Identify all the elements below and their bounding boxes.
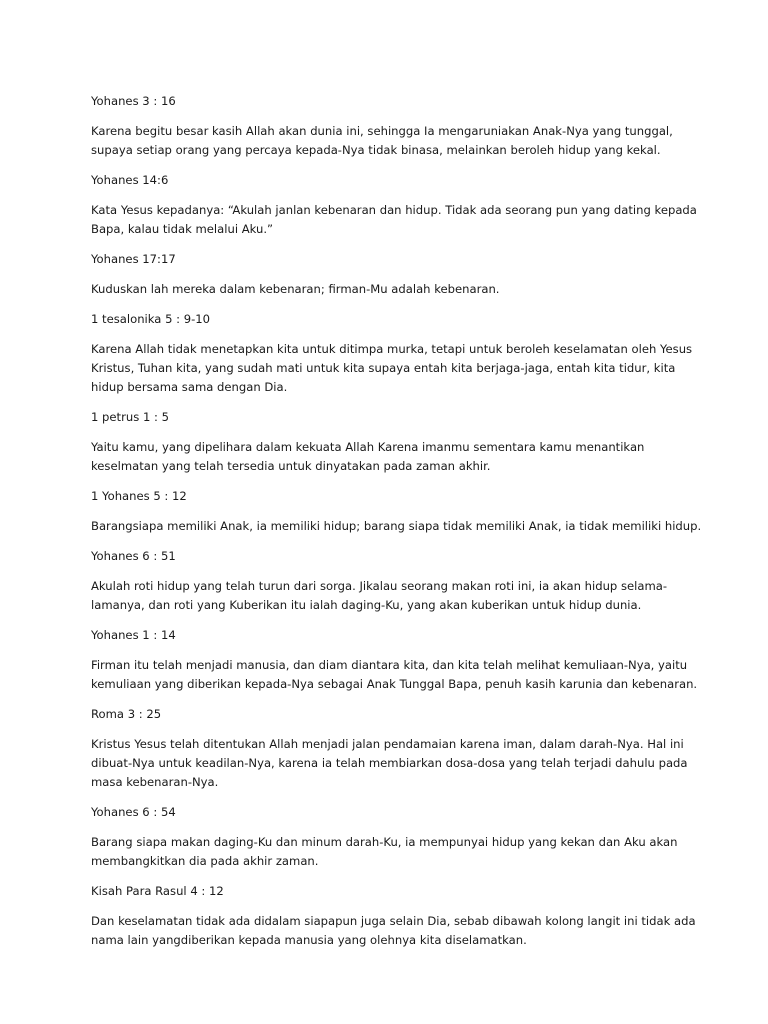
verse-line: keselmatan yang telah tersedia untuk dinyatakan pada zaman akhir. [91, 459, 491, 473]
verse-reference: Yohanes 6 : 51 [91, 549, 176, 563]
verse-text [91, 201, 697, 239]
verse-reference: Yohanes 6 : 54 [91, 805, 176, 819]
verse-line: dibuat-Nya untuk keadilan-Nya, karena ia telah membiarkan dosa-dosa yang telah terjadi dahulu pada [91, 756, 688, 770]
verse-reference: Kisah Para Rasul 4 : 12 [91, 884, 224, 898]
verse-line: kemuliaan yang diberikan kepada-Nya sebagai Anak Tunggal Bapa, penuh kasih karunia dan kebenaran. [91, 677, 698, 691]
verse-reference: Yohanes 1 : 14 [91, 628, 176, 642]
verse-text [91, 735, 691, 792]
verse-reference: 1 Yohanes 5 : 12 [91, 489, 187, 503]
verse-reference: Yohanes 17:17 [91, 252, 176, 266]
verse-line: membangkitkan dia pada akhir zaman. [91, 854, 319, 868]
verse-line: Dan keselamatan tidak ada didalam siapapun juga selain Dia, sebab dibawah kolong langit ini tidak ada [91, 914, 696, 928]
verse-line: Kata Yesus kepadanya: “Akulah janlan kebenaran dan hidup. Tidak ada seorang pun yang dating kepada [91, 203, 697, 217]
verse-reference: 1 tesalonika 5 : 9-10 [91, 312, 211, 326]
verse-line: Yaitu kamu, yang dipelihara dalam kekuata Allah Karena imanmu sementara kamu menantikan [91, 440, 645, 454]
verse-line: Kuduskan lah mereka dalam kebenaran; firman-Mu adalah kebenaran. [91, 282, 500, 296]
document-body [91, 92, 702, 961]
verse-reference: Yohanes 3 : 16 [91, 94, 176, 108]
verse-text [91, 912, 696, 950]
verse-line: Barang siapa makan daging-Ku dan minum darah-Ku, ia mempunyai hidup yang kekan dan Aku akan [91, 835, 678, 849]
verse-line: Karena Allah tidak menetapkan kita untuk ditimpa murka, tetapi untuk beroleh keselamatan oleh Yesus [91, 342, 693, 356]
verse-text [91, 438, 691, 476]
verse-text [91, 656, 698, 694]
verse-text [91, 517, 702, 536]
verse-line: Kristus, Tuhan kita, yang sudah mati untuk kita supaya entah kita berjaga-jaga, entah kita tidur, kita [91, 361, 676, 375]
verse-line: nama lain yangdiberikan kepada manusia yang olehnya kita diselamatkan. [91, 933, 527, 947]
verse-line: Karena begitu besar kasih Allah akan dunia ini, sehingga Ia mengaruniakan Anak-Nya yang tunggal, [91, 124, 673, 138]
verse-line: Firman itu telah menjadi manusia, dan diam diantara kita, dan kita telah melihat kemuliaan-Nya, yaitu [91, 658, 688, 672]
verse-reference: Yohanes 14:6 [91, 173, 169, 187]
verse-reference: 1 petrus 1 : 5 [91, 410, 169, 424]
verse-reference: Roma 3 : 25 [91, 707, 162, 721]
verse-text [91, 280, 691, 299]
verse-text [91, 577, 691, 615]
verse-line: lamanya, dan roti yang Kuberikan itu ialah daging-Ku, yang akan kuberikan untuk hidup dunia. [91, 598, 642, 612]
verse-line: Kristus Yesus telah ditentukan Allah menjadi jalan pendamaian karena iman, dalam darah-Nya. Hal ini [91, 737, 684, 751]
verse-text [91, 122, 691, 160]
verse-line: hidup bersama sama dengan Dia. [91, 380, 288, 394]
verse-line: masa kebenaran-Nya. [91, 775, 219, 789]
verse-line: supaya setiap orang yang percaya kepada-Nya tidak binasa, melainkan beroleh hidup yang kekal. [91, 143, 661, 157]
verse-text [91, 833, 691, 871]
verse-line: Bapa, kalau tidak melalui Aku.” [91, 222, 274, 236]
verse-line: Akulah roti hidup yang telah turun dari sorga. Jikalau seorang makan roti ini, ia akan hidup selama- [91, 579, 668, 593]
verse-line: Barangsiapa memiliki Anak, ia memiliki hidup; barang siapa tidak memiliki Anak, ia tidak memiliki hidup. [91, 519, 702, 533]
verse-text [91, 340, 691, 397]
